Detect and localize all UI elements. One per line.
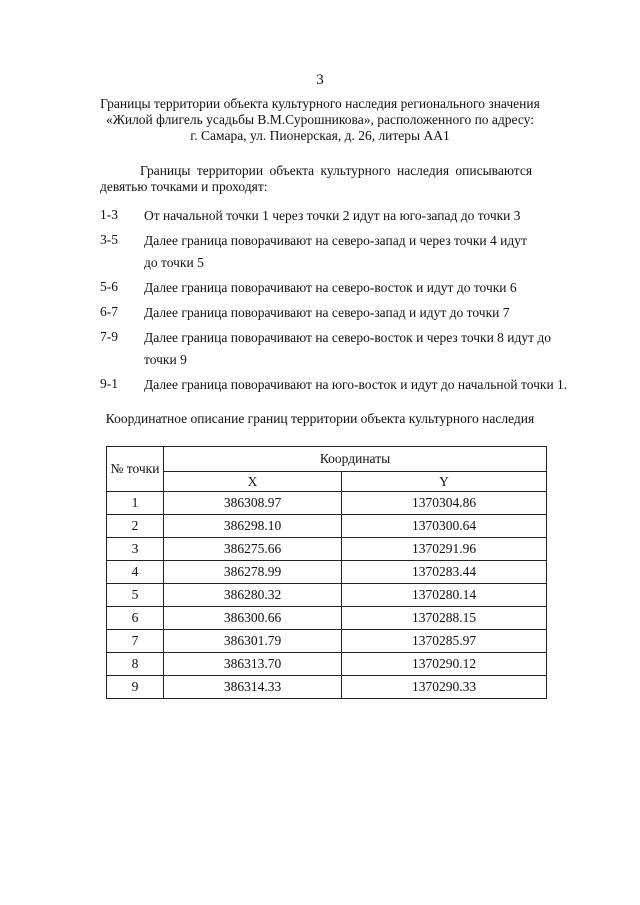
cell-point-number: 3 xyxy=(107,538,164,561)
segment-code: 1-3 xyxy=(100,207,118,222)
cell-x: 386313.70 xyxy=(164,653,342,676)
document-title xyxy=(60,96,580,144)
segment-description xyxy=(144,230,580,274)
cell-point-number: 9 xyxy=(107,676,164,699)
cell-y: 1370285.97 xyxy=(342,630,547,653)
cell-x: 386275.66 xyxy=(164,538,342,561)
cell-y: 1370290.12 xyxy=(342,653,547,676)
table-header-row xyxy=(107,447,547,472)
boundary-segment xyxy=(100,327,580,371)
cell-point-number: 6 xyxy=(107,607,164,630)
segment-description xyxy=(144,327,580,371)
segment-description xyxy=(144,302,580,324)
intro-line: Границы территории объекта культурного наследия описываются xyxy=(140,163,533,178)
cell-x: 386300.66 xyxy=(164,607,342,630)
cell-x: 386298.10 xyxy=(164,515,342,538)
intro-line: девятью точками и проходят: xyxy=(100,179,268,194)
segment-line: точки 9 xyxy=(144,352,187,367)
cell-y: 1370291.96 xyxy=(342,538,547,561)
cell-x: 386301.79 xyxy=(164,630,342,653)
segment-description xyxy=(144,374,580,396)
cell-point-number: 4 xyxy=(107,561,164,584)
table-caption: Координатное описание границ территории объекта культурного наследия xyxy=(105,411,535,426)
header-coordinates: Координаты xyxy=(164,447,547,472)
cell-point-number: 7 xyxy=(107,630,164,653)
segment-code: 7-9 xyxy=(100,329,118,344)
segment-line: Далее граница поворачивают на северо-восток и идут до точки 6 xyxy=(144,280,517,295)
cell-point-number: 2 xyxy=(107,515,164,538)
table-subheader-row xyxy=(107,472,547,492)
table-row xyxy=(107,492,547,515)
segment-line: Далее граница поворачивают на северо-запад и через точки 4 идут xyxy=(144,233,527,248)
cell-y: 1370280.14 xyxy=(342,584,547,607)
table-row xyxy=(107,538,547,561)
segment-line: Далее граница поворачивают на северо-запад и идут до точки 7 xyxy=(144,305,510,320)
cell-y: 1370288.15 xyxy=(342,607,547,630)
title-line: Границы территории объекта культурного наследия регионального значения xyxy=(100,96,540,111)
cell-x: 386278.99 xyxy=(164,561,342,584)
cell-y: 1370290.33 xyxy=(342,676,547,699)
boundary-segment xyxy=(100,277,580,299)
title-line: «Жилой флигель усадьбы В.М.Сурошникова», расположенного по адресу: xyxy=(106,112,534,127)
segment-code: 3-5 xyxy=(100,232,118,247)
cell-x: 386314.33 xyxy=(164,676,342,699)
boundary-segment xyxy=(100,374,580,396)
page-number: 3 xyxy=(316,72,324,88)
segment-description xyxy=(144,205,580,227)
table-row xyxy=(107,584,547,607)
cell-y: 1370300.64 xyxy=(342,515,547,538)
intro-paragraph xyxy=(100,163,540,195)
table-row xyxy=(107,515,547,538)
boundary-segment xyxy=(100,302,580,324)
boundary-segments-list xyxy=(100,205,580,399)
header-x: X xyxy=(164,472,342,492)
table-row xyxy=(107,676,547,699)
boundary-segment xyxy=(100,230,580,274)
segment-line: до точки 5 xyxy=(144,255,204,270)
segment-code: 5-6 xyxy=(100,279,118,294)
cell-x: 386308.97 xyxy=(164,492,342,515)
cell-x: 386280.32 xyxy=(164,584,342,607)
cell-y: 1370283.44 xyxy=(342,561,547,584)
cell-y: 1370304.86 xyxy=(342,492,547,515)
table-row xyxy=(107,630,547,653)
header-point-number: № точки xyxy=(107,447,164,492)
title-line: г. Самара, ул. Пионерская, д. 26, литеры АА1 xyxy=(190,128,450,143)
coordinates-table xyxy=(106,446,547,699)
header-y: Y xyxy=(342,472,547,492)
segment-code: 6-7 xyxy=(100,304,118,319)
cell-point-number: 5 xyxy=(107,584,164,607)
table-row xyxy=(107,607,547,630)
boundary-segment xyxy=(100,205,580,227)
cell-point-number: 8 xyxy=(107,653,164,676)
segment-code: 9-1 xyxy=(100,376,118,391)
cell-point-number: 1 xyxy=(107,492,164,515)
segment-line: Далее граница поворачивают на северо-восток и через точки 8 идут до xyxy=(144,330,552,345)
segment-description xyxy=(144,277,580,299)
segment-line: Далее граница поворачивают на юго-восток и идут до начальной точки 1. xyxy=(144,377,568,392)
table-row xyxy=(107,653,547,676)
table-row xyxy=(107,561,547,584)
segment-line: От начальной точки 1 через точки 2 идут на юго-запад до точки 3 xyxy=(144,208,521,223)
